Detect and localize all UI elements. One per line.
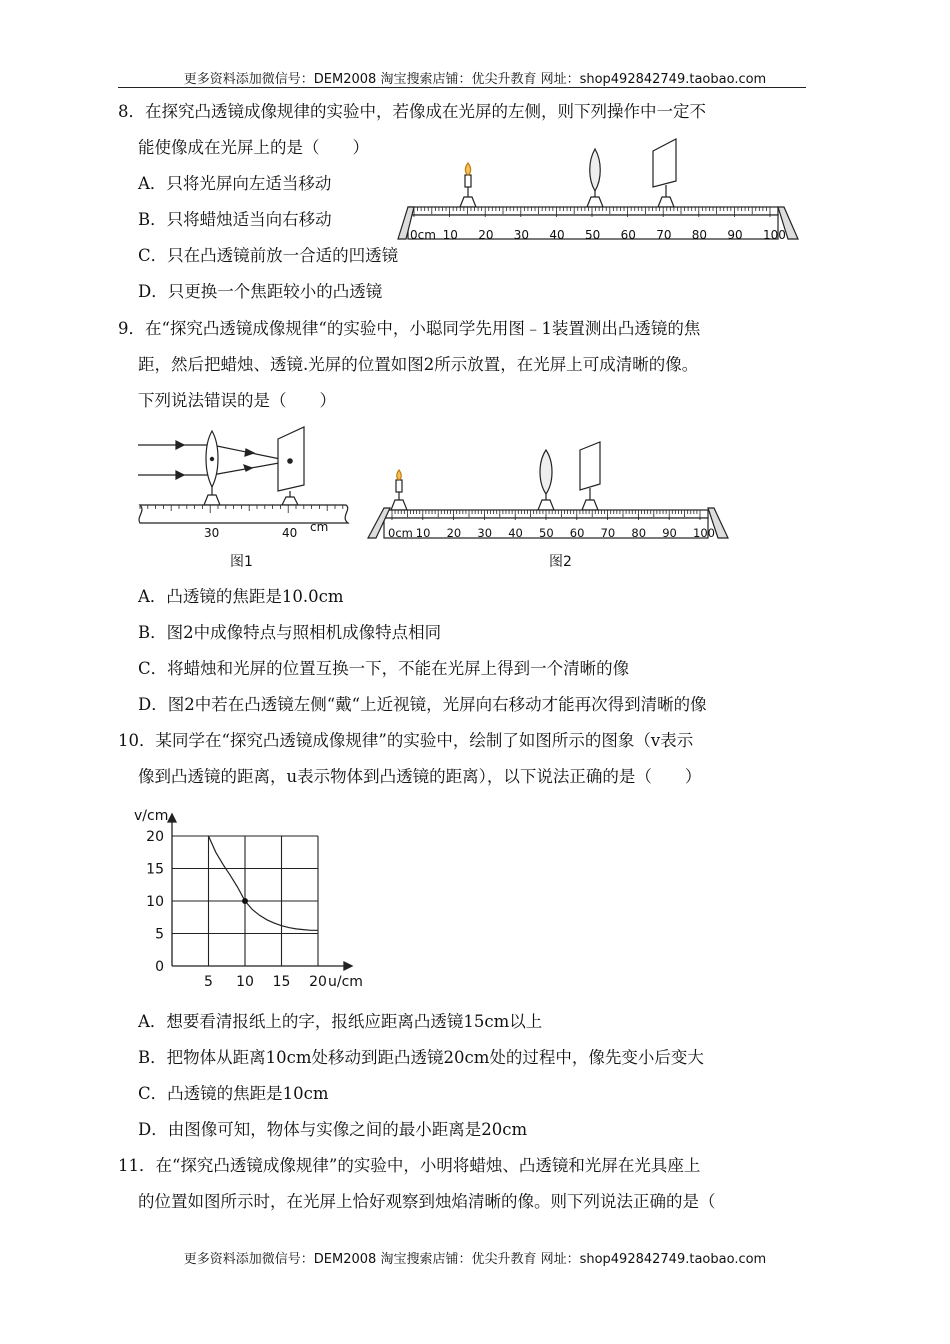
bench-label: 10	[442, 228, 458, 242]
q10-stem-line2: 像到凸透镜的距离，u表示物体到凸透镜的距离），以下说法正确的是（ ）	[138, 767, 702, 786]
q8-option-a: A．只将光屏向左适当移动	[138, 174, 332, 193]
chart-y-label: v/cm	[134, 808, 169, 824]
q9-stem-line1: 9．在“探究凸透镜成像规律“的实验中，小聪同学先用图﹣1装置测出凸透镜的焦	[118, 319, 701, 338]
q10-option-d: D．由图像可知，物体与实像之间的最小距离是20cm	[138, 1120, 528, 1139]
chart-y-tick-label: 20	[146, 829, 164, 845]
q10-v-u-chart	[124, 800, 384, 1000]
page-footer: 更多资料添加微信号：DEM2008 淘宝搜索店铺：优尖升教育 网址：shop492842749.taobao.com	[183, 1252, 767, 1267]
q9-figure-2	[364, 438, 744, 542]
bench-label: 20	[446, 526, 462, 540]
q8-optical-bench-figure	[396, 135, 808, 247]
chart-y-tick-label: 0	[155, 959, 164, 975]
chart-x-tick-label: 5	[204, 974, 213, 990]
bench-label: 10	[415, 526, 431, 540]
chart-y-tick-label: 5	[155, 926, 164, 943]
q8-stem-line2: 能使像成在光屏上的是（ ）	[138, 138, 369, 157]
q9-stem-line2: 距，然后把蜡烛、透镜.光屏的位置如图2所示放置，在光屏上可成清晰的像。	[138, 355, 699, 374]
q10-option-b: B．把物体从距离10cm处移动到距凸透镜20cm处的过程中，像先变小后变大	[138, 1048, 704, 1067]
q8-option-c: C．只在凸透镜前放一合适的凹透镜	[138, 246, 399, 265]
bench-label: 100	[693, 526, 715, 540]
bench-label: 50	[539, 526, 554, 540]
q11-stem-line1: 11．在“探究凸透镜成像规律”的实验中，小明将蜡烛、凸透镜和光屏在光具座上	[118, 1156, 701, 1175]
bench-label: 0cm	[410, 228, 436, 242]
chart-series-line	[209, 836, 319, 930]
chart-marked-point	[242, 898, 248, 904]
q9-figure-2-caption: 图2	[549, 554, 572, 570]
bench-label: 80	[691, 228, 708, 242]
q9-figure-1	[136, 425, 356, 545]
chart-x-tick-label: 10	[236, 974, 254, 990]
fig1-tick-30: 30	[204, 526, 220, 540]
q9-option-b: B．图2中成像特点与照相机成像特点相同	[138, 623, 442, 642]
header-divider	[118, 87, 806, 88]
q10-option-c: C．凸透镜的焦距是10cm	[138, 1084, 329, 1103]
chart-x-tick-label: 20	[309, 974, 327, 990]
bench-label: 70	[656, 228, 672, 242]
q10-option-a: A．想要看清报纸上的字，报纸应距离凸透镜15cm以上	[138, 1012, 543, 1031]
q8-option-b: B．只将蜡烛适当向右移动	[138, 210, 332, 229]
bench-label: 90	[727, 228, 743, 242]
chart-y-arrow	[168, 814, 176, 822]
bench-label: 40	[549, 228, 565, 242]
bench-label: 100	[763, 228, 786, 242]
chart-x-arrow	[344, 962, 352, 970]
bench-label: 0cm	[388, 526, 413, 540]
fig1-tick-40: 40	[282, 526, 298, 540]
bench-label: 60	[569, 526, 585, 540]
q9-stem-line3: 下列说法错误的是（ ）	[138, 391, 336, 410]
bench-label: 90	[662, 526, 677, 540]
bench-label: 50	[585, 228, 601, 242]
chart-y-tick-label: 10	[146, 894, 164, 910]
bench-label: 80	[631, 526, 647, 540]
fig1-unit: cm	[310, 520, 329, 534]
bench-label: 40	[508, 526, 523, 540]
page-header: 更多资料添加微信号：DEM2008 淘宝搜索店铺：优尖升教育 网址：shop492842749.taobao.com	[183, 72, 767, 87]
q10-stem-line1: 10．某同学在“探究凸透镜成像规律”的实验中，绘制了如图所示的图象（v表示	[118, 731, 694, 750]
q8-option-d: D．只更换一个焦距较小的凸透镜	[138, 282, 383, 301]
q9-option-a: A．凸透镜的焦距是10.0cm	[138, 587, 344, 606]
chart-x-label: u/cm	[328, 974, 363, 990]
q9-option-d: D．图2中若在凸透镜左侧“戴“上近视镜，光屏向右移动才能再次得到清晰的像	[138, 695, 707, 714]
chart-x-tick-label: 15	[272, 974, 291, 990]
bench-label: 60	[620, 228, 636, 242]
q9-figure-1-caption: 图1	[230, 554, 253, 570]
bench-label: 70	[600, 526, 616, 540]
q8-stem-line1: 8．在探究凸透镜成像规律的实验中，若像成在光屏的左侧，则下列操作中一定不	[118, 102, 706, 121]
q9-option-c: C．将蜡烛和光屏的位置互换一下，不能在光屏上得到一个清晰的像	[138, 659, 630, 678]
bench-label: 30	[513, 228, 530, 242]
bench-label: 30	[477, 526, 493, 540]
q11-stem-line2: 的位置如图所示时，在光屏上恰好观察到烛焰清晰的像。则下列说法正确的是（	[138, 1192, 716, 1211]
bench-label: 20	[478, 228, 494, 242]
chart-y-tick-label: 15	[146, 861, 164, 878]
